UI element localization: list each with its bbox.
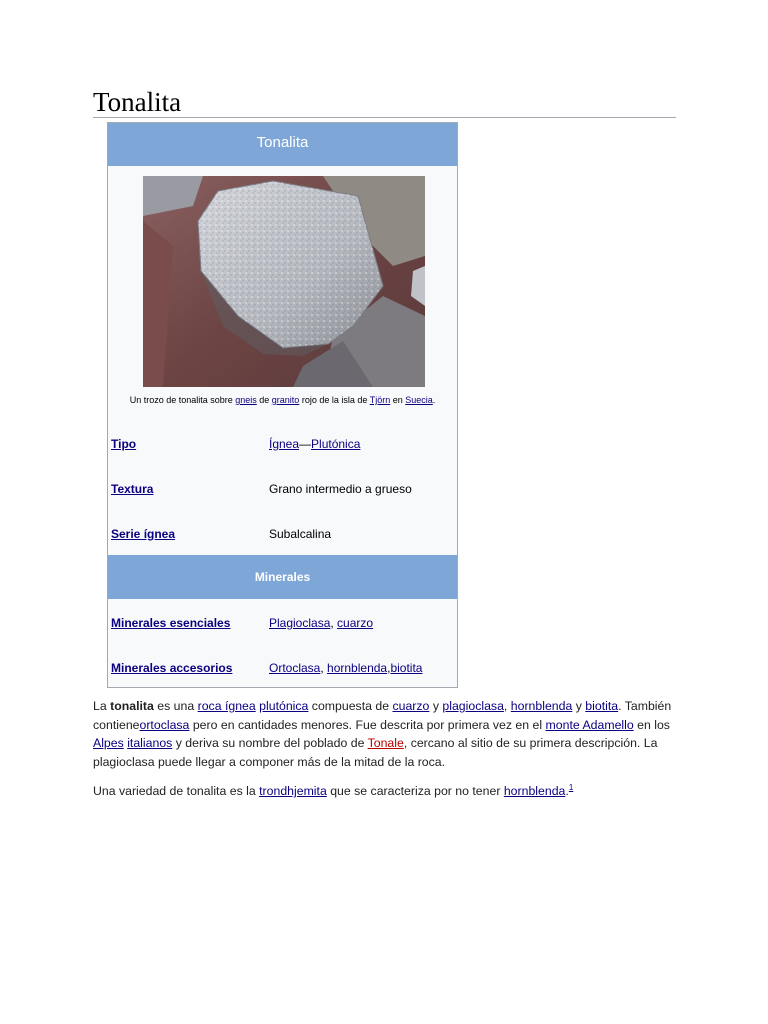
text: en los [633,717,670,732]
infobox-value-esenciales [269,616,373,630]
link-hornblenda[interactable]: hornblenda [503,784,566,799]
text: y deriva su nombre del poblado de [172,736,368,750]
caption-text: en [390,395,406,405]
link-ortoclasa[interactable]: Ortoclasa [269,661,321,675]
link-gneis[interactable]: gneis [235,395,257,405]
link-biotita[interactable]: biotita [390,661,423,675]
link-biotita[interactable]: biotita [585,699,619,713]
infobox-key-tipo[interactable]: Tipo [111,437,137,451]
link-alpes[interactable]: Alpes [93,736,124,750]
link-ortoclasa[interactable]: ortoclasa [139,717,190,732]
link-plutonica[interactable]: Plutónica [311,437,361,451]
body-paragraph-2 [93,779,676,801]
text: y [429,699,443,713]
link-trondhjemita[interactable]: trondhjemita [259,784,327,799]
text: compuesta de [308,699,393,713]
infobox-key-serie-ignea[interactable]: Serie ígnea [111,527,176,541]
body-paragraph-1 [93,697,676,771]
text: que se caracteriza por no tener [326,784,504,799]
link-cuarzo[interactable]: cuarzo [337,616,374,630]
caption-text: . [432,395,436,405]
text: y [572,699,586,713]
infobox [107,122,458,688]
link-suecia[interactable]: Suecia [405,395,433,405]
link-hornblenda[interactable]: hornblenda [510,699,573,713]
link-plagioclasa[interactable]: Plagioclasa [269,616,331,630]
link-hornblenda[interactable]: hornblenda [327,661,388,675]
infobox-header: Tonalita [108,123,457,166]
link-tonale[interactable]: Tonale [367,736,404,750]
infobox-key-esenciales[interactable]: Minerales esenciales [111,616,231,630]
text: pero en cantidades menores. Fue descrita por primera vez en el [189,717,546,732]
text: , [503,699,511,713]
separator: — [299,437,312,451]
image-caption [108,395,457,405]
reference-link[interactable]: 1 [568,783,574,792]
infobox-key-accesorios[interactable]: Minerales accesorios [111,661,233,675]
link-cuarzo[interactable]: cuarzo [392,699,430,713]
infobox-value-serie: Subalcalina [269,527,332,541]
link-granito[interactable]: granito [271,395,300,405]
text: . También contiene [93,699,672,732]
rock-photo[interactable] [143,176,425,387]
link-ignea[interactable]: Ígnea [269,437,300,451]
text: Una variedad de tonalita es la [93,784,260,799]
term-tonalita: tonalita [110,699,154,713]
link-monte-adamello[interactable]: monte Adamello [545,717,634,732]
page-title: Tonalita [93,86,676,118]
text: La [93,699,111,713]
infobox-value-accesorios [269,661,422,675]
text: es una [153,699,198,713]
link-italianos[interactable]: italianos [127,736,173,750]
text: , cercano al sitio de su primera descripción. La plagioclasa puede llegar a componer más de la mitad de la roca. [93,736,658,769]
separator: , [330,616,338,630]
caption-text: rojo de la isla de [299,395,370,405]
infobox-key-textura[interactable]: Textura [111,482,154,496]
caption-text: Un trozo de tonalita sobre [129,395,236,405]
separator: , [387,661,391,675]
link-plutonica[interactable]: plutónica [259,699,309,713]
caption-text: de [256,395,272,405]
infobox-minerals-header: Minerales [108,555,457,599]
link-roca-ignea[interactable]: roca ígnea [197,699,256,713]
link-tjorn[interactable]: Tjörn [369,395,391,405]
text: . [565,784,569,799]
infobox-value-textura: Grano intermedio a grueso [269,482,412,496]
separator: , [320,661,328,675]
infobox-value-tipo [269,437,360,451]
link-plagioclasa[interactable]: plagioclasa [442,699,504,713]
